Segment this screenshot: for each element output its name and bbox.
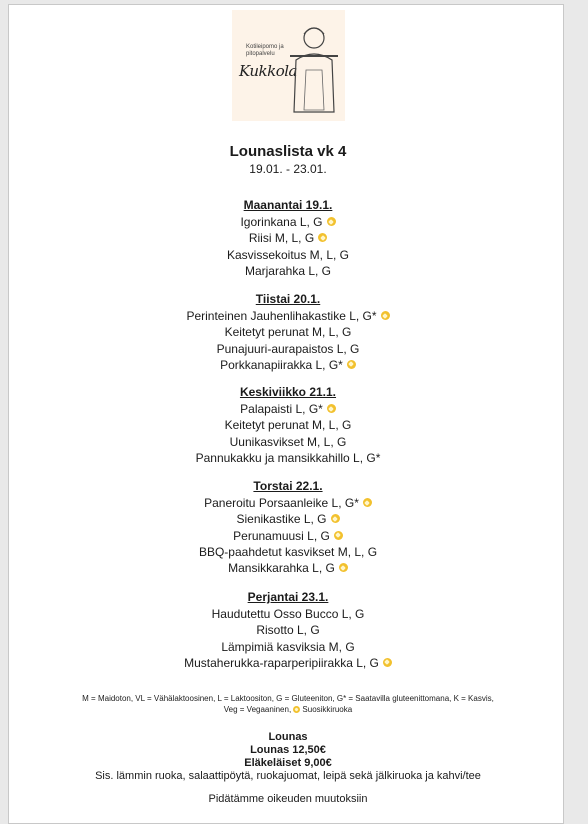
logo-name: Kukkola	[239, 62, 297, 80]
lunch-price: Lounas 12,50€	[250, 744, 326, 756]
dish-name: Igorinkana L, G	[240, 215, 323, 229]
dish-name: Punajuuri-aurapaistos L, G	[216, 341, 360, 356]
favorite-icon	[383, 658, 392, 667]
favorite-icon	[327, 404, 336, 413]
favorite-icon	[293, 706, 300, 713]
dish-item	[0, 655, 576, 671]
dish-item	[0, 230, 576, 246]
favorite-icon	[381, 311, 390, 320]
dish-item	[0, 214, 576, 230]
dish-item	[0, 511, 576, 527]
baker-illustration-icon	[288, 20, 340, 115]
day-section	[0, 478, 576, 576]
dish-item	[0, 606, 576, 622]
dish-item	[0, 434, 576, 450]
day-title: Torstai 22.1.	[253, 479, 323, 493]
favorite-icon	[339, 563, 348, 572]
dish-name: Risotto L, G	[256, 623, 320, 638]
favorite-icon	[331, 514, 340, 523]
price-includes: Sis. lämmin ruoka, salaattipöytä, ruokajuomat, leipä sekä jälkiruoka ja kahvi/tee	[95, 770, 481, 782]
dish-item	[0, 639, 576, 655]
day-title: Maanantai 19.1.	[243, 198, 333, 212]
day-title: Perjantai 23.1.	[247, 590, 329, 604]
legend-line-2-suffix: Suosikkiruoka	[302, 705, 353, 714]
dish-item	[0, 247, 576, 263]
kukkola-logo	[232, 10, 345, 121]
dish-name: Perunamuusi L, G	[233, 528, 330, 543]
dish-name: Palapaisti L, G*	[240, 402, 323, 416]
dish-name: Keitetyt perunat M, L, G	[224, 325, 352, 340]
dish-item	[0, 417, 576, 433]
dish-name: Sienikastike L, G	[236, 512, 327, 527]
day-section	[0, 197, 576, 279]
pensioner-price: Eläkeläiset 9,00€	[244, 757, 332, 769]
dish-name: Mustaherukka-raparperipiirakka L, G	[184, 655, 379, 670]
favorite-icon	[363, 498, 372, 507]
dish-item	[0, 357, 576, 373]
dish-item	[0, 324, 576, 340]
dish-name: BBQ-paahdetut kasvikset M, L, G	[198, 544, 378, 559]
dish-item	[0, 495, 576, 511]
day-title: Keskiviikko 21.1.	[239, 385, 337, 399]
dish-item	[0, 544, 576, 560]
dish-item	[0, 401, 576, 417]
dish-name: Keitetyt perunat M, L, G	[224, 418, 352, 433]
price-heading: Lounas	[268, 731, 308, 743]
logo-subtitle: Kotileipomo ja pitopalvelu	[246, 44, 284, 57]
day-section	[0, 589, 576, 671]
dish-name: Perinteinen Jauhenlihakastike L, G*	[186, 309, 377, 323]
legend-line-1: M = Maidoton, VL = Vähälaktoosinen, L = Laktoositon, G = Gluteeniton, G* = Saatavilla gluteenittomana, K = Kasvis,	[82, 694, 494, 703]
dish-name: Paneroitu Porsaanleike L, G*	[204, 496, 359, 510]
allergen-legend	[0, 693, 576, 715]
dish-name: Kasvissekoitus M, L, G	[226, 247, 350, 262]
viewer-background	[578, 0, 588, 802]
dish-item	[0, 528, 576, 544]
dish-item	[0, 263, 576, 279]
favorite-icon	[318, 233, 327, 242]
dish-name: Pannukakku ja mansikkahillo L, G*	[195, 450, 381, 465]
legend-line-2-prefix: Veg = Vegaaninen,	[223, 705, 292, 714]
dish-item	[0, 308, 576, 324]
day-section	[0, 291, 576, 373]
page-title: Lounaslista vk 4	[229, 143, 347, 160]
dish-name: Uunikasvikset M, L, G	[229, 434, 347, 449]
dish-name: Porkkanapiirakka L, G*	[220, 357, 343, 372]
dish-name: Riisi M, L, G	[248, 231, 315, 246]
dish-item	[0, 450, 576, 466]
day-section	[0, 384, 576, 466]
disclaimer: Pidätämme oikeuden muutoksiin	[208, 793, 368, 805]
dish-name: Lämpimiä kasviksia M, G	[221, 639, 355, 654]
price-section	[0, 731, 576, 783]
dish-item	[0, 341, 576, 357]
dish-item	[0, 560, 576, 576]
dish-name: Mansikkarahka L, G	[228, 561, 335, 576]
favorite-icon	[347, 360, 356, 369]
favorite-icon	[327, 217, 336, 226]
week-dates: 19.01. - 23.01.	[249, 162, 327, 176]
favorite-icon	[334, 531, 343, 540]
dish-name: Marjarahka L, G	[244, 263, 332, 278]
dish-name: Haudutettu Osso Bucco L, G	[211, 607, 365, 621]
dish-item	[0, 622, 576, 638]
day-title: Tiistai 20.1.	[255, 292, 321, 306]
